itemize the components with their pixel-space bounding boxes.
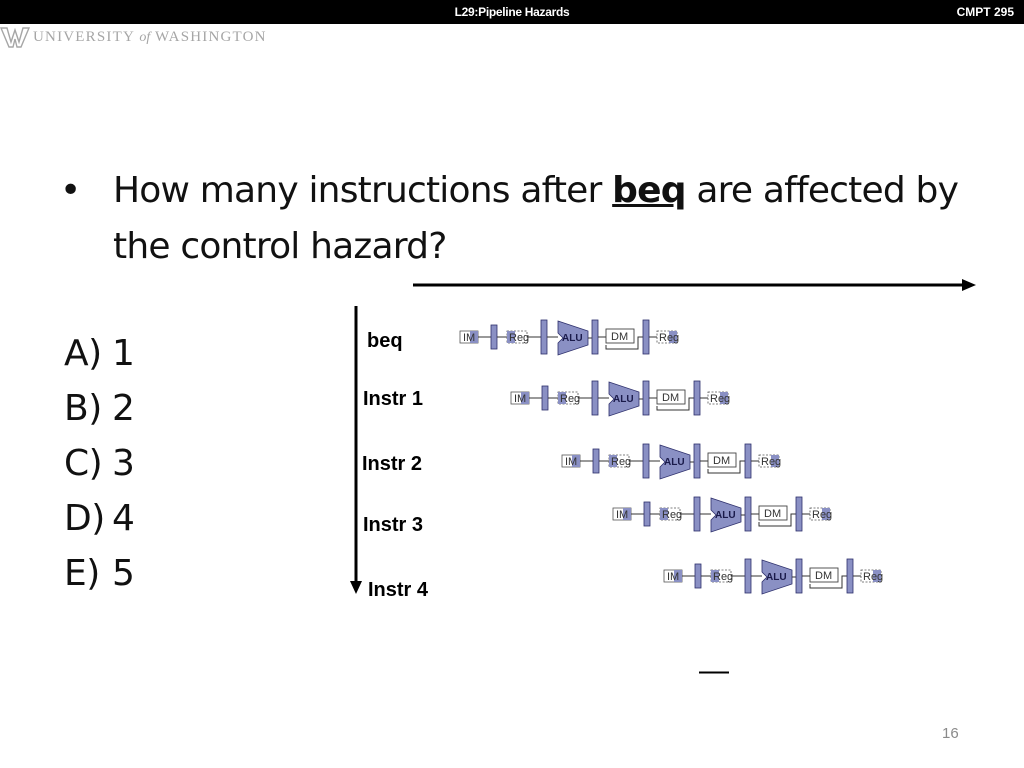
reg-label: Reg	[509, 332, 530, 344]
dm-label: DM	[713, 455, 731, 467]
reg-label: Reg	[611, 456, 632, 468]
pipeline-row-instr-1	[511, 381, 730, 416]
im-label: IM	[667, 571, 680, 583]
lecture-title: L29:Pipeline Hazards	[454, 5, 570, 19]
dash-mark: —	[699, 654, 729, 687]
reg-label: Reg	[710, 393, 731, 405]
reg-label: Reg	[713, 571, 734, 583]
question-before: How many instructions after	[113, 170, 613, 211]
answer-value: 5	[112, 553, 135, 594]
pipeline-row-instr-3	[613, 497, 832, 532]
answer-value: 2	[112, 388, 135, 429]
instr-label-1: Instr 1	[363, 388, 424, 410]
pipeline-row-instr-2	[562, 444, 781, 479]
question-keyword: beq	[612, 170, 686, 211]
answer-letter: B)	[64, 388, 102, 429]
alu-label: ALU	[766, 572, 787, 583]
answer-letter: A)	[64, 333, 102, 374]
answer-letter: E)	[64, 553, 100, 594]
pipeline-row-instr-4	[664, 559, 883, 594]
page-number: 16	[942, 725, 959, 742]
alu-label: ALU	[562, 333, 583, 344]
reg-label: Reg	[659, 332, 680, 344]
answer-value: 4	[112, 498, 135, 539]
instr-label-3: Instr 3	[363, 514, 424, 536]
im-label: IM	[463, 332, 476, 344]
pipeline-row-beq	[460, 320, 679, 355]
answer-letter: D)	[64, 498, 105, 539]
reg-label: Reg	[863, 571, 884, 583]
im-label: IM	[565, 456, 578, 468]
course-code: CMPT 295	[956, 5, 1014, 19]
answer-value: 3	[112, 443, 135, 484]
instr-label-4: Instr 4	[368, 579, 429, 601]
reg-label: Reg	[761, 456, 782, 468]
instr-label-2: Instr 2	[362, 453, 423, 475]
reg-label: Reg	[662, 509, 683, 521]
alu-label: ALU	[613, 394, 634, 405]
answer-value: 1	[112, 333, 135, 374]
alu-label: ALU	[664, 457, 685, 468]
wordmark-city: WASHINGTON	[154, 29, 267, 45]
answer-letter: C)	[64, 443, 103, 484]
dm-label: DM	[611, 331, 629, 343]
reg-label: Reg	[812, 509, 833, 521]
im-label: IM	[616, 509, 629, 521]
question-after: are affected by the control hazard?	[113, 170, 959, 267]
im-label: IM	[514, 393, 527, 405]
program-order-arrow-head	[350, 581, 362, 594]
bullet: •	[60, 170, 81, 211]
alu-label: ALU	[715, 510, 736, 521]
dm-label: DM	[662, 392, 680, 404]
instr-label-beq: beq	[367, 330, 403, 352]
time-arrow-head	[962, 279, 976, 291]
dm-label: DM	[764, 508, 782, 520]
reg-label: Reg	[560, 393, 581, 405]
wordmark-university: UNIVERSITY	[33, 29, 135, 45]
wordmark-of: of	[139, 30, 151, 45]
dm-label: DM	[815, 570, 833, 582]
